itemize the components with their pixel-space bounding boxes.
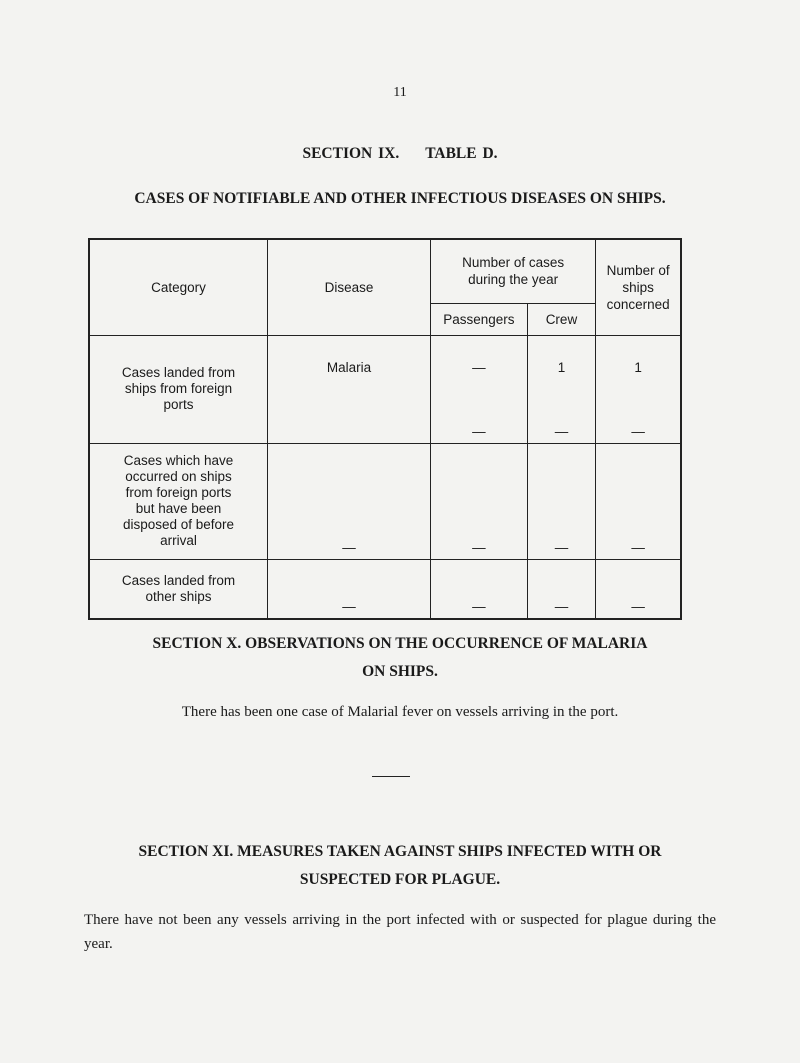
header-passengers: Passengers	[431, 303, 528, 335]
header-crew: Crew	[527, 303, 596, 335]
row1-crew: 1 —	[527, 335, 596, 443]
section-x-body: There has been one case of Malarial fever on vessels arriving in the port.	[181, 704, 619, 720]
table-row	[89, 335, 681, 443]
row1-ships: 1 —	[596, 335, 681, 443]
row2-category: Cases which have occurred on ships from foreign ports but have been disposed of before arrival	[89, 443, 268, 559]
row2-ships: —	[596, 443, 681, 559]
row3-disease: —	[268, 559, 431, 619]
row1-passengers: — —	[431, 335, 528, 443]
header-ships: Number of ships concerned	[596, 239, 681, 335]
table-row	[89, 443, 681, 559]
section-ix-heading	[0, 145, 800, 163]
section-xi-heading: SECTION XI. MEASURES TAKEN AGAINST SHIPS INFECTED WITH OR SUSPECTED FOR PLAGUE.	[138, 843, 662, 888]
page-number: 11	[393, 85, 407, 100]
divider-rule	[372, 776, 410, 777]
table-d-subtitle: CASES OF NOTIFIABLE AND OTHER INFECTIOUS DISEASES ON SHIPS.	[134, 190, 666, 207]
row2-crew: —	[527, 443, 596, 559]
section-x-heading: SECTION X. OBSERVATIONS ON THE OCCURRENCE OF MALARIA ON SHIPS.	[152, 635, 648, 680]
row2-disease: —	[268, 443, 431, 559]
row1-disease: Malaria	[268, 335, 431, 443]
table-d	[88, 238, 682, 620]
row1-category: Cases landed from ships from foreign ports	[89, 335, 268, 443]
section-ix-title: SECTION IX.	[302, 145, 400, 162]
header-cases-group: Number of cases during the year	[431, 239, 596, 303]
row3-passengers: —	[431, 559, 528, 619]
row3-ships: —	[596, 559, 681, 619]
row3-category: Cases landed from other ships	[89, 559, 268, 619]
row2-passengers: —	[431, 443, 528, 559]
row3-crew: —	[527, 559, 596, 619]
header-category: Category	[89, 239, 268, 335]
header-disease: Disease	[268, 239, 431, 335]
table-d-title: TABLE D.	[425, 145, 498, 162]
section-xi-body: There have not been any vessels arriving in the port infected with or suspected for plague during the year.	[84, 912, 716, 952]
table-row	[89, 559, 681, 619]
